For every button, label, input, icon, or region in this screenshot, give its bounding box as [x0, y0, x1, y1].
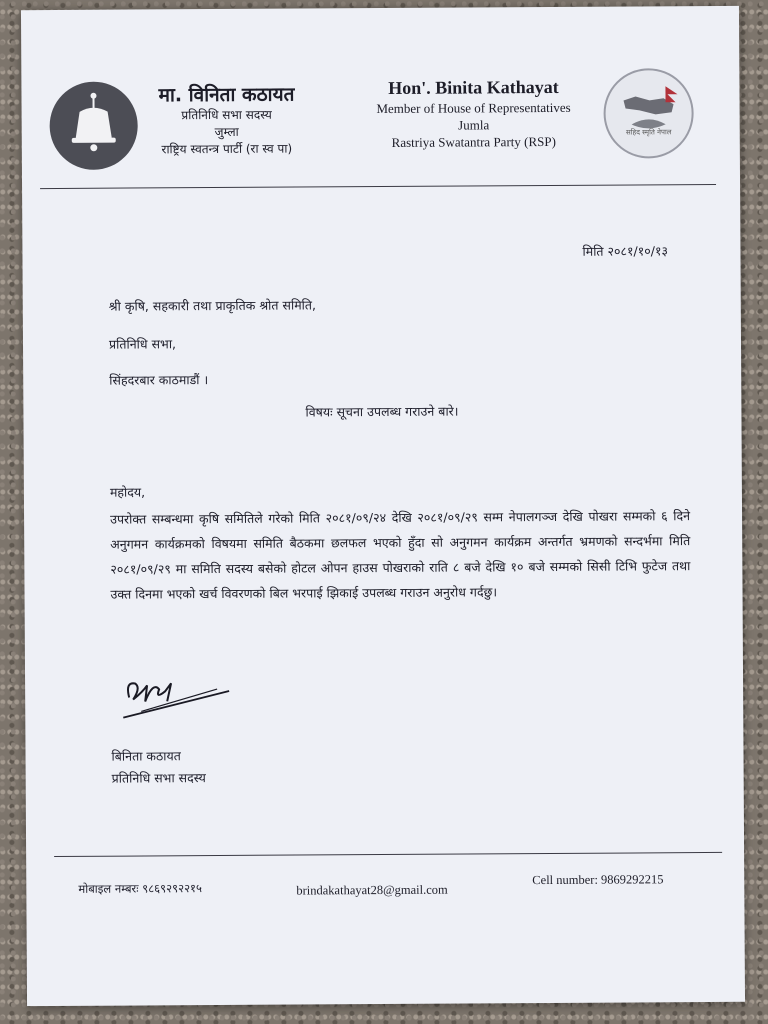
- signature-scribble: [121, 661, 231, 726]
- letter-body: उपरोक्त सम्बन्धमा कृषि समितिले गरेको मिति २०८१/०९/२४ देखि २०८१/०९/२९ सम्म नेपालगञ्ज देखि पोखरा सम्मको ६ दिने अनुगमन कार्यक्रमको विषयमा समिति बैठकमा छलफल भएको हुँदा सो अनुगमन कार्यक्रम अन्तर्गत भ्रमणको सन्दर्भमा मिति २०८१/०९/२९ मा समिति सदस्य बसेको होटल ओपन हाउस पोखराको राति ८ बजे देखि १० बजे सम्मको सिसी टिभि फुटेज तथा उक्त दिनमा भएको खर्च विवरणको बिल भरपाई झिकाई उपलब्ध गराउन अनुरोध गर्दछु।: [110, 508, 691, 602]
- designation-english: Member of House of Representatives: [376, 99, 571, 117]
- emblem-motto: सहिद स्मृति नेपाल: [625, 128, 672, 137]
- bell-logo: [49, 81, 138, 170]
- letterhead-english: [353, 75, 593, 151]
- letter-subject: विषयः सूचना उपलब्ध गराउने बारे।: [305, 403, 459, 420]
- party-english: Rastriya Swatantra Party (RSP): [391, 133, 556, 150]
- cell-number-english: Cell number: 9869292215: [532, 872, 664, 888]
- header-divider: [40, 184, 716, 189]
- signatory-name: बिनिता कठायत: [111, 748, 181, 764]
- recipient-line-2: प्रतिनिधि सभा,: [108, 336, 177, 352]
- mobile-number-nepali: मोबाइल नम्बरः ९८६९२९२२१५: [78, 881, 203, 896]
- email-address[interactable]: brindakathayat28@gmail.com: [296, 882, 448, 898]
- designation-nepali: प्रतिनिधि सभा सदस्य: [181, 107, 272, 123]
- name-english: Hon'. Binita Kathayat: [388, 76, 559, 98]
- name-nepali: मा. विनिता कठायत: [158, 83, 295, 107]
- district-nepali: जुम्ला: [214, 124, 239, 140]
- letter-date: मिति २०८१/१०/१३: [582, 243, 668, 259]
- letter-paper: [21, 6, 745, 1006]
- recipient-line-1: श्री कृषि, सहकारी तथा प्राकृतिक श्रोत समिति,: [108, 297, 317, 314]
- signatory-title: प्रतिनिधि सभा सदस्य: [111, 770, 206, 786]
- party-nepali: राष्ट्रिय स्वतन्त्र पार्टी (रा स्व पा): [161, 141, 293, 157]
- letterhead-nepali: [141, 82, 311, 158]
- nepal-map-emblem: [603, 68, 694, 159]
- salutation: महोदय,: [109, 484, 146, 500]
- footer-divider: [54, 852, 722, 857]
- district-english: Jumla: [458, 117, 490, 133]
- recipient-line-3: सिंहदरबार काठमाडौं ।: [109, 372, 209, 388]
